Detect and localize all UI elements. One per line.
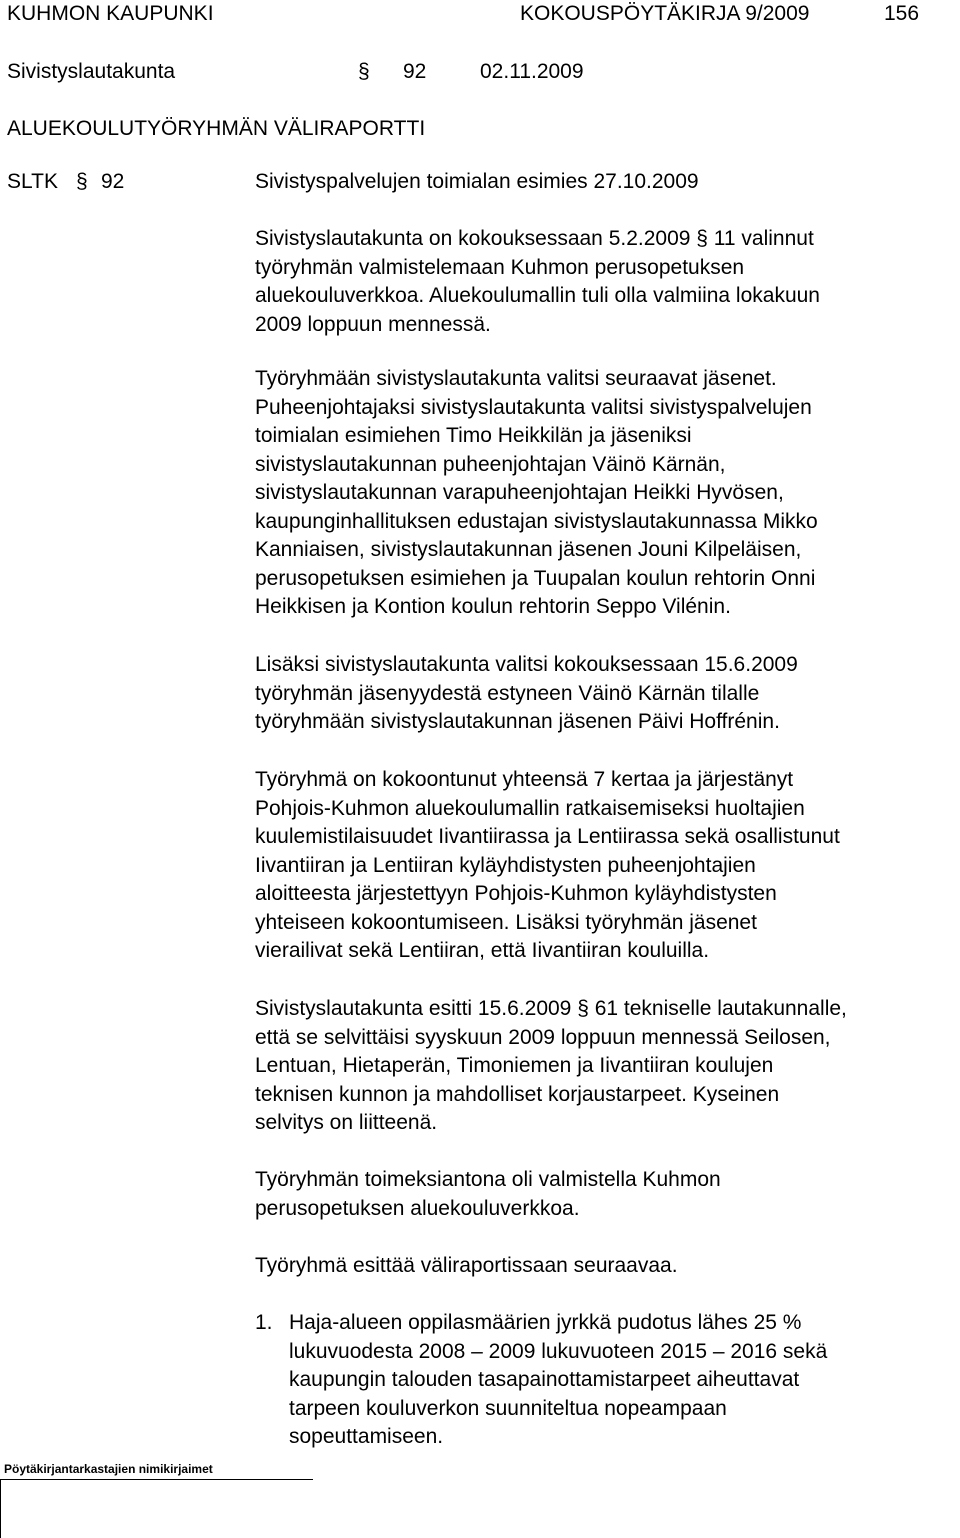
paragraph-2 [255, 365, 960, 622]
text-line: aluekouluverkkoa. Aluekoulumallin tuli olla valmiina lokakuun [255, 284, 820, 307]
text-line: Sivistyslautakunta on kokouksessaan 5.2.2009 § 11 valinnut [255, 227, 814, 250]
paragraph-3 [255, 651, 960, 737]
text-line: sivistyslautakunnan varapuheenjohtajan Heikki Hyvösen, [255, 481, 784, 504]
paragraph-5 [255, 995, 960, 1138]
list-item-text [289, 1309, 960, 1452]
section-sign-icon: § [358, 60, 370, 83]
text-line: yhteiseen kokoontumiseen. Lisäksi työryhmän jäsenet [255, 910, 757, 934]
text-line: kaupungin talouden tasapainottamistarpeet aiheuttavat [289, 1368, 800, 1391]
text-line: Kanniaisen, sivistyslautakunnan jäsenen Jouni Kilpeläisen, [255, 538, 802, 561]
text-line: vierailivat sekä Lentiiran, että Iivantiiran kouluilla. [255, 939, 710, 962]
meeting-date: 02.11.2009 [480, 60, 584, 83]
text-line: Työryhmä on kokoontunut yhteensä 7 kertaa ja järjestänyt [255, 768, 794, 791]
text-line: Sivistyslautakunta esitti 15.6.2009 § 61 tekniselle lautakunnalle, [255, 997, 847, 1020]
signature-box-top-border [0, 1479, 313, 1480]
text-line: selvitys on liitteenä. [255, 1111, 438, 1134]
text-line: Työryhmään sivistyslautakunta valitsi seuraavat jäsenet. [255, 367, 777, 390]
text-line: työryhmän valmistelemaan Kuhmon perusopetuksen [255, 255, 745, 279]
text-line: Heikkisen ja Kontion koulun rehtorin Seppo Vilénin. [255, 595, 731, 618]
text-line: että se selvittäisi syyskuun 2009 loppuun mennessä Seilosen, [255, 1025, 831, 1049]
text-line: sopeuttamiseen. [289, 1425, 444, 1448]
text-line: Iivantiiran ja Lentiiran kyläyhdistysten puheenjohtajien [255, 853, 756, 877]
text-line: työryhmän jäsenyydestä estyneen Väinö Kärnän tilalle [255, 681, 760, 705]
text-line: työryhmään sivistyslautakunnan jäsenen Päivi Hoffrénin. [255, 710, 780, 733]
text-line: Haja-alueen oppilasmäärien jyrkkä pudotus lähes 25 % [289, 1311, 802, 1334]
text-line: Pohjois-Kuhmon aluekoulumallin ratkaisemiseksi huoltajien [255, 796, 805, 820]
paragraph-4 [255, 766, 960, 966]
text-line: aloitteesta järjestettyyn Pohjois-Kuhmon kyläyhdistysten [255, 882, 777, 905]
item-code: SLTK [7, 170, 58, 193]
paragraph-6 [255, 1166, 960, 1223]
item-section: 92 [101, 170, 125, 193]
section-number: 92 [403, 60, 427, 83]
item-preparer: Sivistyspalvelujen toimialan esimies 27.10.2009 [255, 170, 699, 193]
document-type: KOKOUSPÖYTÄKIRJA 9/2009 [520, 2, 810, 25]
text-line: perusopetuksen aluekouluverkkoa. [255, 1196, 580, 1220]
text-line: perusopetuksen esimiehen ja Tuupalan koulun rehtorin Onni [255, 566, 816, 590]
municipality-name: KUHMON KAUPUNKI [7, 2, 214, 25]
text-line: sivistyslautakunnan puheenjohtajan Väinö Kärnän, [255, 452, 726, 476]
section-sign-icon: § [76, 170, 88, 193]
text-line: Työryhmän toimeksiantona oli valmistella Kuhmon [255, 1168, 721, 1191]
signature-box-label: Pöytäkirjantarkastajien nimikirjaimet [4, 1462, 213, 1476]
text-line: Lentuan, Hietaperän, Timoniemen ja Iivantiiran koulujen [255, 1054, 774, 1077]
text-line: tarpeen kouluverkon suunniteltua nopeampaan [289, 1396, 727, 1420]
signature-box-left-border [0, 1479, 1, 1538]
text-line: 2009 loppuun mennessä. [255, 312, 491, 336]
paragraph-7: Työryhmä esittää väliraportissaan seuraavaa. [255, 1254, 678, 1277]
text-line: toimialan esimiehen Timo Heikkilän ja jäseniksi [255, 424, 692, 447]
page-number: 156 [884, 2, 920, 25]
document-title: ALUEKOULUTYÖRYHMÄN VÄLIRAPORTTI [7, 117, 426, 140]
text-line: kuulemistilaisuudet Iivantiirassa ja Lentiirassa sekä osallistunut [255, 825, 840, 848]
text-line: teknisen kunnon ja mahdolliset korjaustarpeet. Kyseinen [255, 1082, 780, 1106]
committee-name: Sivistyslautakunta [7, 60, 176, 83]
text-line: lukuvuodesta 2008 – 2009 lukuvuoteen 2015 – 2016 sekä [289, 1339, 828, 1363]
text-line: Puheenjohtajaksi sivistyslautakunta valitsi sivistyspalvelujen [255, 395, 812, 419]
list-number: 1. [255, 1311, 273, 1334]
text-line: Lisäksi sivistyslautakunta valitsi kokouksessaan 15.6.2009 [255, 653, 798, 676]
text-line: kaupunginhallituksen edustajan sivistyslautakunnassa Mikko [255, 509, 818, 533]
paragraph-1 [255, 225, 960, 339]
